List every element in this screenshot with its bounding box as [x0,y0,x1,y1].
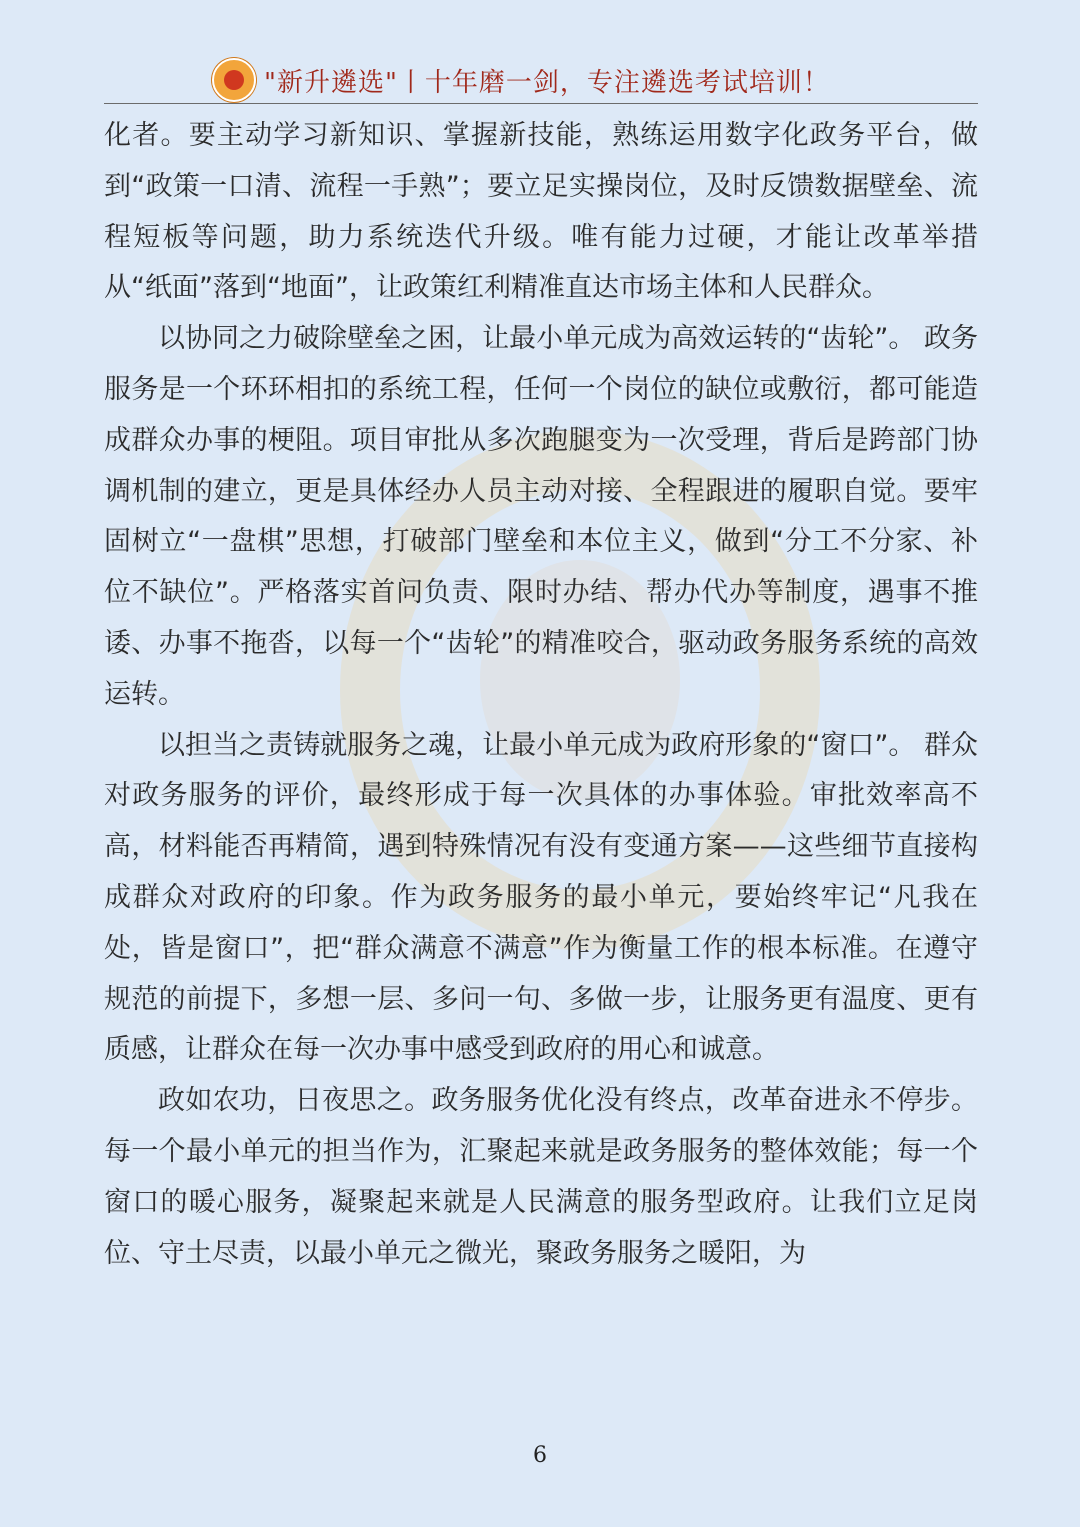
paragraph-continued: 化者。要主动学习新知识、掌握新技能，熟练运用数字化政务平台，做到“政策一口清、流程一手熟”；要立足实操岗位，及时反馈数据壁垒、流程短板等问题，助力系统迭代升级。唯有能力过硬，才能让改革举措从“纸面”落到“地面”，让政策红利精准直达市场主体和人民群众。 [104,120,978,304]
organization-logo-icon [212,58,256,102]
page-number: 6 [533,1443,547,1468]
page-header [104,54,978,104]
logo-center-mark [224,70,244,90]
header-slogan: "新升遴选"丨十年磨一剑，专注遴选考试培训！ [264,68,830,98]
document-body [104,111,978,1279]
paragraph-conclusion: 政如农功，日夜思之。政务服务优化没有终点，改革奋进永不停步。每一个最小单元的担当作为，汇聚起来就是政务服务的整体效能；每一个窗口的暖心服务，凝聚起来就是人民满意的服务型政府。让我们立足岗位、守土尽责，以最小单元之微光，聚政务服务之暖阳，为 [104,1085,978,1269]
paragraph-responsibility: 以担当之责铸就服务之魂，让最小单元成为政府形象的“窗口”。 群众对政务服务的评价，最终形成于每一次具体的办事体验。审批效率高不高，材料能否再精简，遇到特殊情况有没有变通方案——这些细节直接构成群众对政府的印象。作为政务服务的最小单元，要始终牢记“凡我在处，皆是窗口”，把“群众满意不满意”作为衡量工作的根本标准。在遵守规范的前提下，多想一层、多问一句、多做一步，让服务更有温度、更有质感，让群众在每一次办事中感受到政府的用心和诚意。 [104,729,978,1066]
paragraph-collaboration: 以协同之力破除壁垒之困，让最小单元成为高效运转的“齿轮”。 政务服务是一个环环相扣的系统工程，任何一个岗位的缺位或敷衍，都可能造成群众办事的梗阻。项目审批从多次跑腿变为一次受理，背后是跨部门协调机制的建立，更是具体经办人员主动对接、全程跟进的履职自觉。要牢固树立“一盘棋”思想，打破部门壁垒和本位主义，做到“分工不分家、补位不缺位”。严格落实首问负责、限时办结、帮办代办等制度，遇事不推诿、办事不拖沓，以每一个“齿轮”的精准咬合，驱动政务服务系统的高效运转。 [104,323,978,710]
